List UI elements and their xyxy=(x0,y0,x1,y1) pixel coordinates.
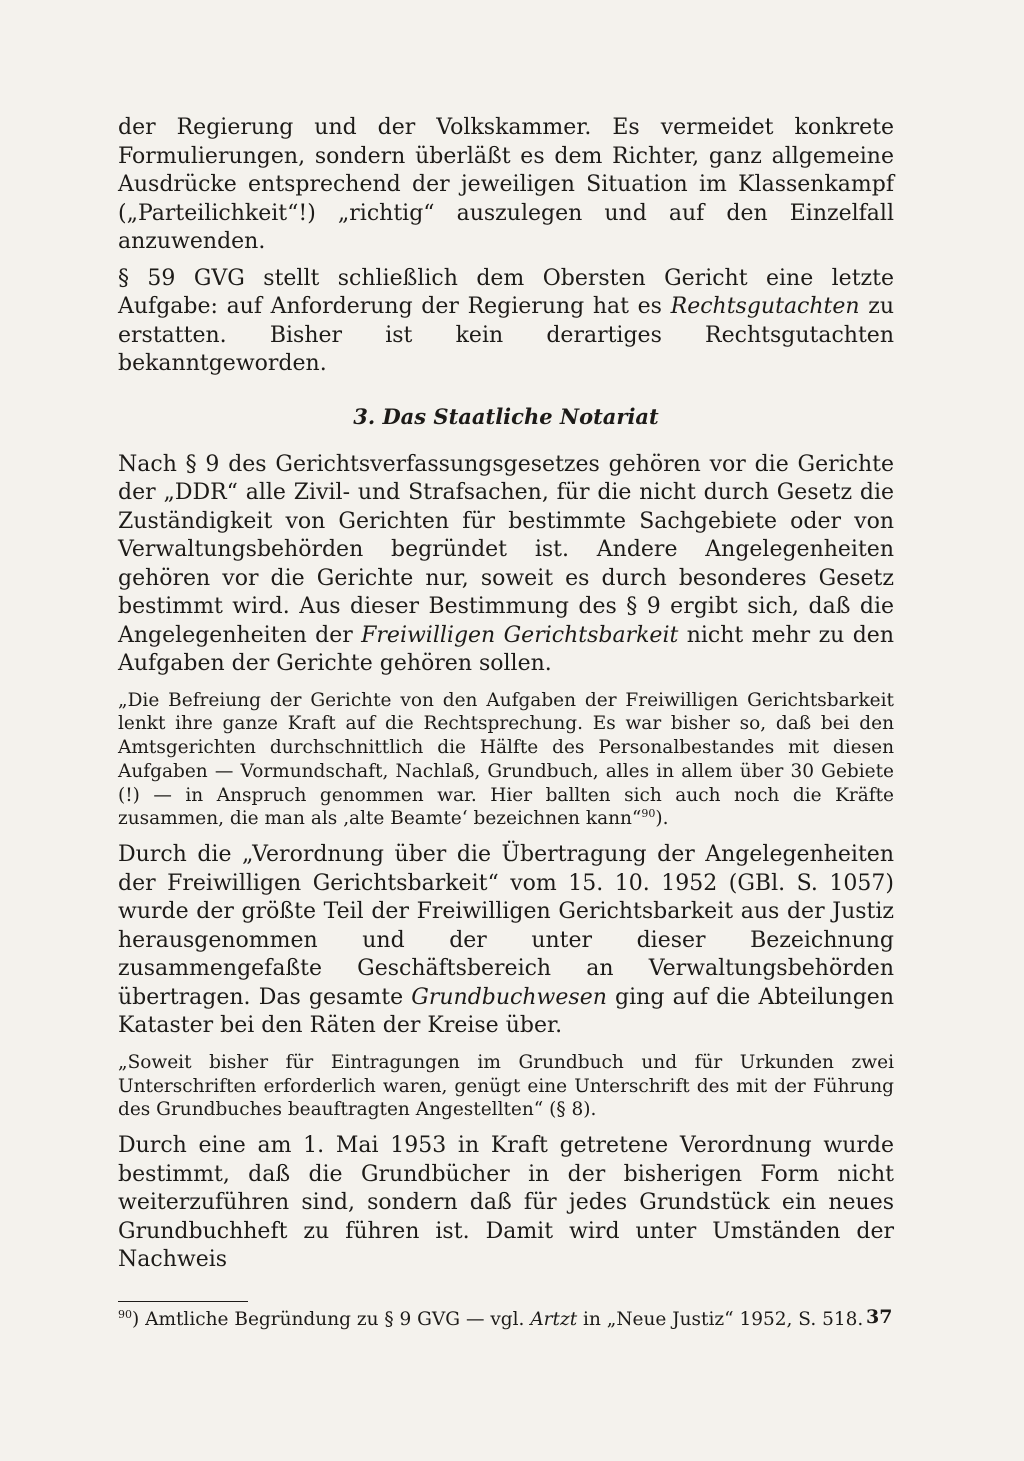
paragraph-3-text-b: nicht mehr zu den Aufgaben der Gerichte gehören sollen. xyxy=(118,622,894,676)
paragraph-5 xyxy=(118,1132,894,1275)
footnote-text-a: ) Amtliche Begründung zu § 9 GVG — vgl. xyxy=(132,1308,531,1330)
paragraph-3-emphasis: Freiwilligen Gerichtsbarkeit xyxy=(361,622,679,648)
footnote-text-b: in „Neue Justiz“ 1952, S. 518. xyxy=(577,1308,864,1330)
footnote-emphasis: Artzt xyxy=(530,1308,578,1330)
quote-2 xyxy=(118,1051,894,1122)
section-heading: 3. Das Staatliche Notariat xyxy=(353,403,659,429)
paragraph-2-text-a: § 59 GVG stellt schließlich dem Obersten Gericht eine letzte Aufgabe: auf Anforderung der Regierung hat es xyxy=(118,265,894,319)
paragraph-4-text-a: Durch die „Verordnung über die Übertragung der Angelegenheiten der Freiwilligen Gerichtsbarkeit“ vom 15. 10. 1952 (GBl. S. 1057) wurde der größte Teil der Freiwilligen Gerichtsbarkeit aus der Justiz herausgenommen und der unter dieser Bezeichnung zusammengefaßte Geschäftsbereich an Verwaltungsbehörden übertragen. Das gesamte xyxy=(118,842,894,1010)
footnote-mark: 90 xyxy=(118,1307,132,1321)
quote-1-text-b: ). xyxy=(655,808,669,830)
paragraph-4-text-b: ging auf die Abteilungen Kataster bei den Räten der Kreise über. xyxy=(118,984,894,1039)
quote-1 xyxy=(118,689,894,832)
footnote-reference[interactable]: 90 xyxy=(641,807,656,821)
paragraph-2 xyxy=(118,265,894,379)
paragraph-1 xyxy=(118,114,894,257)
paragraph-2-text-b: zu erstatten. Bisher ist kein derartiges Rechtsgutachten bekanntgeworden. xyxy=(118,294,894,376)
paragraph-3-text-a: Nach § 9 des Gerichtsverfassungsgesetzes gehören vor die Gerichte der „DDR“ alle Zivil- und Strafsachen, für die nicht durch Gesetz die Zuständigkeit von Gerichten für bestimmte Sachgebiete oder von Verwaltungsbehörden begründet ist. Andere Angelegenheiten gehören vor die Gerichte nur, soweit es durch besonderes Gesetz bestimmt wird. Aus dieser Bestimmung des § 9 ergibt sich, daß die Angelegenheiten der xyxy=(118,451,894,648)
paragraph-4 xyxy=(118,841,894,1041)
paragraph-4-emphasis: Grundbuchwesen xyxy=(411,984,607,1010)
page-body xyxy=(118,114,894,1332)
footnote-divider xyxy=(118,1301,248,1302)
paragraph-1-text: der Regierung und der Volkskammer. Es vermeidet konkrete Formulierungen, sondern überläßt es dem Richter, ganz allgemeine Ausdrücke entsprechend der jeweiligen Situation im Klassenkampf („Parteilichkeit“!) „richtig“ auszulegen und auf den Einzelfall anzuwenden. xyxy=(118,115,894,254)
paragraph-2-emphasis: Rechtsgutachten xyxy=(670,294,860,319)
footnote xyxy=(118,1308,894,1332)
page-number: 37 xyxy=(866,1306,893,1328)
paragraph-3 xyxy=(118,451,894,679)
quote-1-text-a: „Die Befreiung der Gerichte von den Aufgaben der Freiwilligen Gerichtsbarkeit lenkt ihre ganze Kraft auf die Rechtsprechung. Es war bisher so, daß bei den Amtsgerichten durchschnittlich die Hälfte des Personalbestandes mit diesen Aufgaben — Vormundschaft, Nachlaß, Grundbuch, alles in allem über 30 Gebiete (!) — in Anspruch genommen war. Hier ballten sich auch noch die Kräfte zusammen, die man als ‚alte Beamte‘ bezeichnen kann“ xyxy=(118,689,894,830)
paragraph-5-text: Durch eine am 1. Mai 1953 in Kraft getretene Verordnung wurde bestimmt, daß die Grundbücher in der bisherigen Form nicht weiterzuführen sind, sondern daß für jedes Grundstück ein neues Grundbuchheft zu führen ist. Damit wird unter Umständen der Nachweis xyxy=(118,1133,894,1273)
quote-2-text: „Soweit bisher für Eintragungen im Grundbuch und für Urkunden zwei Unterschriften erforderlich waren, genügt eine Unterschrift des mit der Führung des Grundbuches beauftragten Angestellten“ (§ 8). xyxy=(118,1051,894,1121)
